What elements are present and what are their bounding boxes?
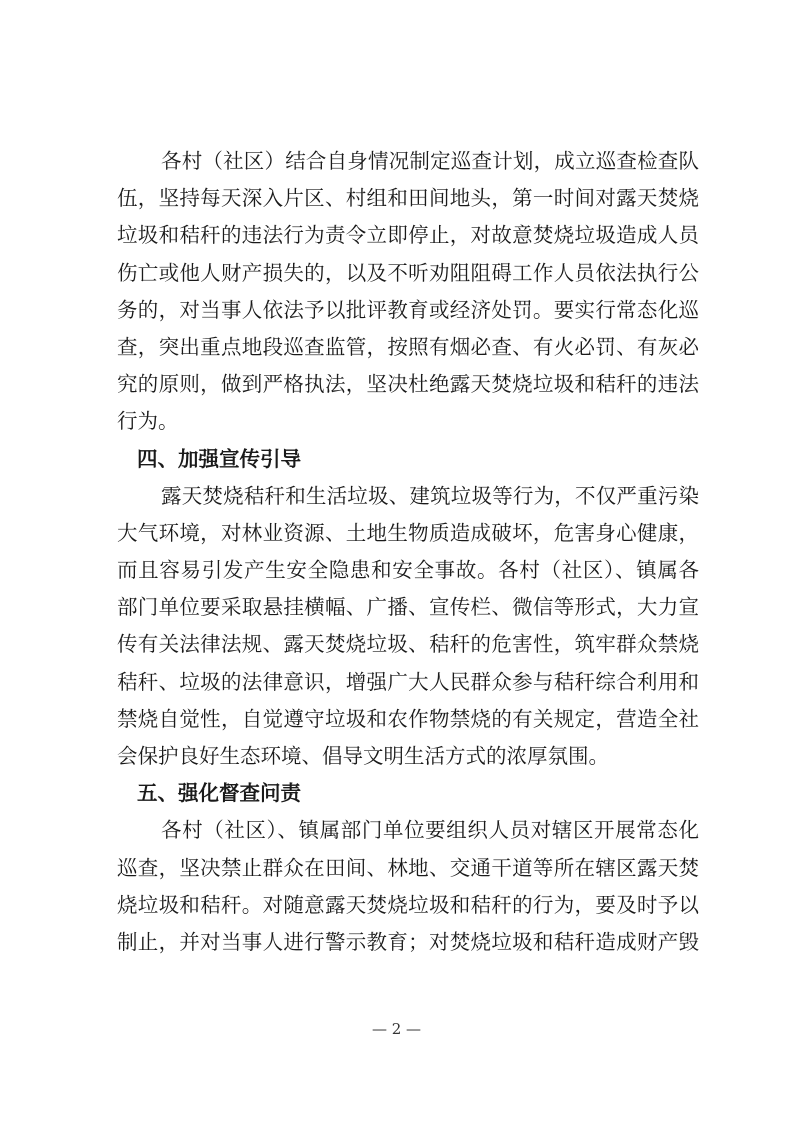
section-heading-publicity: 四、加强宣传引导 — [137, 446, 301, 471]
text-line: 制止，并对当事人进行警示教育；对焚烧垃圾和秸秆造成财产毁 — [117, 929, 699, 954]
text-line: 部门单位要采取悬挂横幅、广播、宣传栏、微信等形式，大力宣 — [117, 595, 699, 620]
text-line: 烧垃圾和秸秆。对随意露天焚烧垃圾和秸秆的行为，要及时予以 — [117, 892, 699, 917]
text-line: 行为。 — [117, 409, 179, 434]
text-line: 大气环境，对林业资源、土地生物质造成破坏，危害身心健康， — [117, 520, 699, 545]
text-line: 传有关法律法规、露天焚烧垃圾、秸秆的危害性，筑牢群众禁烧 — [117, 632, 699, 657]
text-line: 会保护良好生态环境、倡导文明生活方式的浓厚氛围。 — [117, 744, 609, 768]
page-number: — 2 — — [371, 1020, 422, 1038]
text-line: 务的，对当事人依法予以批评教育或经济处罚。要实行常态化巡 — [117, 297, 699, 322]
paragraph-supervision — [117, 812, 699, 961]
text-line: 各村（社区）、镇属部门单位要组织人员对辖区开展常态化 — [161, 818, 699, 843]
document-body — [117, 143, 699, 961]
paragraph-patrol — [117, 143, 699, 441]
paragraph-publicity — [117, 478, 699, 776]
section-heading-supervision: 五、强化督查问责 — [137, 781, 301, 806]
text-line: 而且容易引发产生安全隐患和安全事故。各村（社区）、镇属各 — [117, 558, 699, 583]
text-line: 禁烧自觉性，自觉遵守垃圾和农作物禁烧的有关规定，营造全社 — [117, 706, 699, 731]
text-line: 究的原则，做到严格执法，坚决杜绝露天焚烧垃圾和秸秆的违法 — [117, 372, 699, 397]
text-line: 秸秆、垃圾的法律意识，增强广大人民群众参与秸秆综合利用和 — [117, 669, 699, 694]
text-line: 伤亡或他人财产损失的，以及不听劝阻阻碍工作人员依法执行公 — [117, 260, 699, 285]
text-line: 查，突出重点地段巡查监管，按照有烟必查、有火必罚、有灰必 — [117, 334, 699, 359]
text-line: 各村（社区）结合自身情况制定巡查计划，成立巡查检查队 — [161, 149, 699, 173]
text-line: 垃圾和秸秆的违法行为责令立即停止，对故意焚烧垃圾造成人员 — [117, 223, 699, 248]
text-line: 巡查，坚决禁止群众在田间、林地、交通干道等所在辖区露天焚 — [117, 855, 699, 880]
text-line: 露天焚烧秸秆和生活垃圾、建筑垃圾等行为，不仅严重污染 — [161, 483, 699, 508]
text-line: 伍，坚持每天深入片区、村组和田间地头，第一时间对露天焚烧 — [117, 186, 699, 211]
